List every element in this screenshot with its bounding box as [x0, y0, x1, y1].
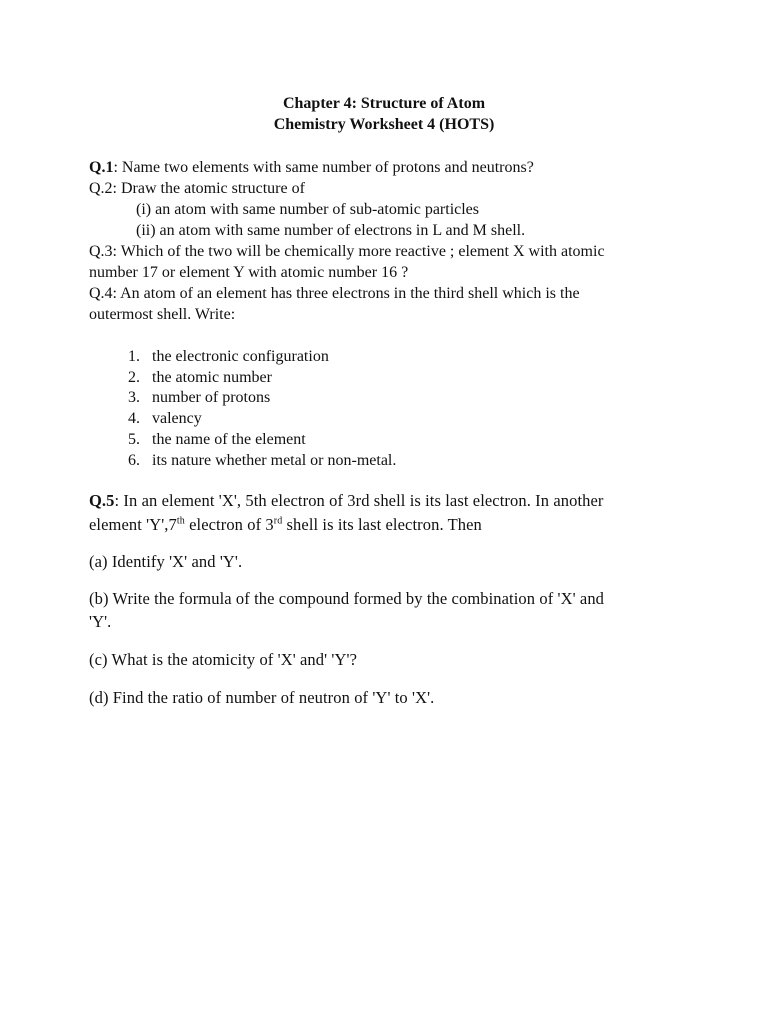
question-2-part-i: (i) an atom with same number of sub-atomic particles	[136, 201, 480, 218]
list-item-text: valency	[152, 410, 202, 428]
list-item-number: 3.	[128, 389, 140, 407]
question-1-label: Q.1	[89, 159, 114, 176]
list-item-text: the atomic number	[152, 368, 272, 386]
question-1-text: : Name two elements with same number of protons and neutrons?	[113, 159, 534, 176]
list-item-number: 6.	[128, 451, 140, 469]
list-item-text: number of protons	[152, 389, 271, 407]
question-1	[89, 157, 534, 178]
question-5-part-a: (a) Identify 'X' and 'Y'.	[89, 552, 243, 571]
question-5-part-c: (c) What is the atomicity of 'X' and' 'Y'?	[89, 650, 358, 669]
list-item-number: 1.	[128, 348, 140, 365]
list-item	[128, 409, 396, 430]
question-4-line-1: Q.4: An atom of an element has three electrons in the third shell which is the	[89, 285, 580, 302]
question-4-line-2: outermost shell. Write:	[89, 306, 236, 323]
question-2: Q.2: Draw the atomic structure of	[89, 180, 305, 197]
list-item	[128, 451, 396, 472]
question-5-line-2	[89, 514, 482, 536]
question-5-line-2-part-c: shell is its last electron. Then	[282, 515, 482, 534]
question-5-part-d: (d) Find the ratio of number of neutron of 'Y' to 'X'.	[89, 688, 435, 707]
list-item	[128, 368, 396, 389]
question-5-part-b-line-2: 'Y'.	[89, 612, 112, 631]
list-item-number: 4.	[128, 410, 140, 428]
list-item-text: its nature whether metal or non-metal.	[152, 451, 397, 469]
question-5-line-1	[89, 490, 604, 512]
question-5-line-2-part-a: element 'Y',7	[89, 515, 177, 534]
superscript-th: th	[176, 515, 185, 527]
chapter-title: Chapter 4: Structure of Atom	[282, 95, 486, 112]
list-item-number: 5.	[128, 430, 140, 448]
worksheet-title: Chemistry Worksheet 4 (HOTS)	[273, 116, 495, 133]
question-5-label: Q.5	[89, 491, 115, 510]
question-4-list	[128, 347, 396, 471]
list-item-number: 2.	[128, 368, 140, 386]
question-3-line-1: Q.3: Which of the two will be chemically more reactive ; element X with atomic	[89, 243, 605, 260]
question-2-part-ii: (ii) an atom with same number of electrons in L and M shell.	[136, 222, 526, 239]
list-item	[128, 430, 396, 451]
list-item	[128, 347, 396, 368]
list-item-text: the electronic configuration	[152, 348, 329, 365]
question-5-text: : In an element 'X', 5th electron of 3rd shell is its last electron. In another	[114, 491, 604, 510]
list-item-text: the name of the element	[152, 430, 306, 448]
question-5-part-b-line-1: (b) Write the formula of the compound formed by the combination of 'X' and	[89, 589, 605, 608]
question-5-line-2-part-b: electron of 3	[184, 515, 274, 534]
list-item	[128, 388, 396, 409]
question-3-line-2: number 17 or element Y with atomic number 16 ?	[89, 264, 409, 281]
superscript-rd: rd	[273, 515, 283, 527]
